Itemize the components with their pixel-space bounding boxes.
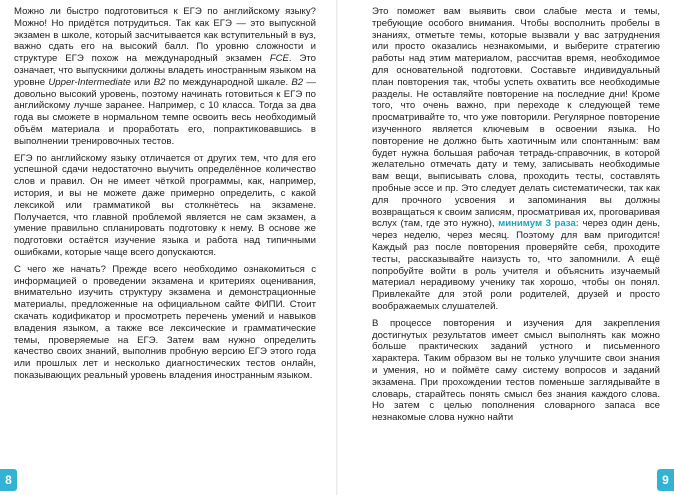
- right-page-column: [372, 6, 660, 429]
- left-page-column: [14, 6, 316, 387]
- right-paragraph-2: В процессе повторения и изучения для закрепления достигнутых результатов имеет смысл выполнять как можно больше практических заданий устного и письменного характера. Таким образом вы не только улучшите свои знания и умения, но и поймёте саму систему вопросов и заданий экзамена. При прохождении тестов поменьше заглядывайте в словарь, старайтесь понять смысл без знания каждого слова. Но затем с целью пополнения словарного запаса все незнакомые слова нужно найти: [372, 317, 660, 424]
- upper-intermediate-term: Upper-Intermediate: [48, 76, 131, 88]
- fce-term: FCE: [269, 53, 289, 65]
- page-gutter: [336, 0, 338, 495]
- b2-term-2: B2: [291, 76, 304, 88]
- page-number-left: 8: [0, 469, 17, 491]
- highlight-minimum-3-times: минимум 3 раза:: [498, 218, 579, 230]
- left-paragraph-1: Можно ли быстро подготовиться к ЕГЭ по английскому языку? Можно! Но придётся потрудиться. Так как ЕГЭ — это выпускной экзамен в школе, который засчитывается как вступительный в вуз, важно сдать его на высокий балл. По уровню сложности и структуре ЕГЭ похож на международный экзамен FCE. Это означает, что выпускники должны владеть иностранным языком на уровне Upper-Intermediate или B2 по международной шкале. B2 — довольно высокий уровень, поэтому начинать готовиться к ЕГЭ по английскому лучше заранее. Например, с 10 класса. Тогда за два года вы сможете в нормальном темпе освоить весь необходимый объём материала и проработать его, попрактиковавшись в выполнении тренировочных тестов.: [14, 6, 316, 147]
- page-number-right: 9: [657, 469, 674, 491]
- b2-term: B2: [153, 76, 166, 88]
- right-paragraph-1: Это поможет вам выявить свои слабые места и темы, требующие особого внимания. Чтобы восполнить пробелы в знаниях, отметьте темы, которые вызвали у вас затруднения или просто оказались незнакомыми, и выберите стратегию работы над этим материалом, рассчитав время, необходимое для основательной подготовки. Составьте индивидуальный план повторения так, чтобы успеть охватить все необходимые разделы. Не оставляйте повторение на последние дни! Кроме того, что очень важно, при переходе к следующей теме просматривайте то, что уже повторили. Регулярное повторение изученного является ключевым в освоении языка. Но повторение не должно быть хаотичным или спонтанным: вам будет нужна большая рабочая тетрадь-справочник, в которой желательно отмечать дату и тему, записывать необходимые вам вещи, выписывать слова, проходить тесты, составлять пробные эссе и пр. Это следует делать систематически, так как для прочного усвоения и запоминания вы должны возвращаться к своим записям, просматривая их, проговаривая вслух (там, где это нужно), минимум 3 раза: через один день, через неделю, через месяц. Поэтому для вам пригодится! Каждый раз после повторения проверяйте себя, проходите тесты, рассказывайте наизусть то, что запомнили. А ещё попробуйте войти в роль учителя и объяснить изучаемый материал нерадивому ученику так хорошо, чтобы он понял. Привлекайте для этой роли родителей, друзей и просто воображаемых слушателей.: [372, 6, 660, 312]
- left-paragraph-3: С чего же начать? Прежде всего необходимо ознакомиться с информацией о проведении экзамена и критериях оценивания, внимательно изучить структуру экзамена и демонстрационные материалы, предложенные на официальном сайте ФИПИ. Стоит скачать кодификатор и просмотреть перечень умений и навыков владения языком, а также все лексические и грамматические темы, проверяемые на ЕГЭ. Затем вам нужно определить качество своих знаний, выполнив пробную версию ЕГЭ этого года или прошлых лет и несколько диагностических тестов онлайн, показывающих реальный уровень владения иностранным языком.: [14, 263, 316, 381]
- left-paragraph-2: ЕГЭ по английскому языку отличается от других тем, что для его успешной сдачи недостаточно выучить определённое количество слов и правил. Он не имеет чёткой программы, как, например, история, и вы не можете даже примерно определить, с какой лексикой или грамматикой вы столкнётесь на экзамене. Получается, что главной проблемой является не сам экзамен, а умение правильно спланировать подготовку к нему. В основе же подготовки остаётся изучение языка и работа над типичными ошибками, которые чаще всего допускаются.: [14, 152, 316, 258]
